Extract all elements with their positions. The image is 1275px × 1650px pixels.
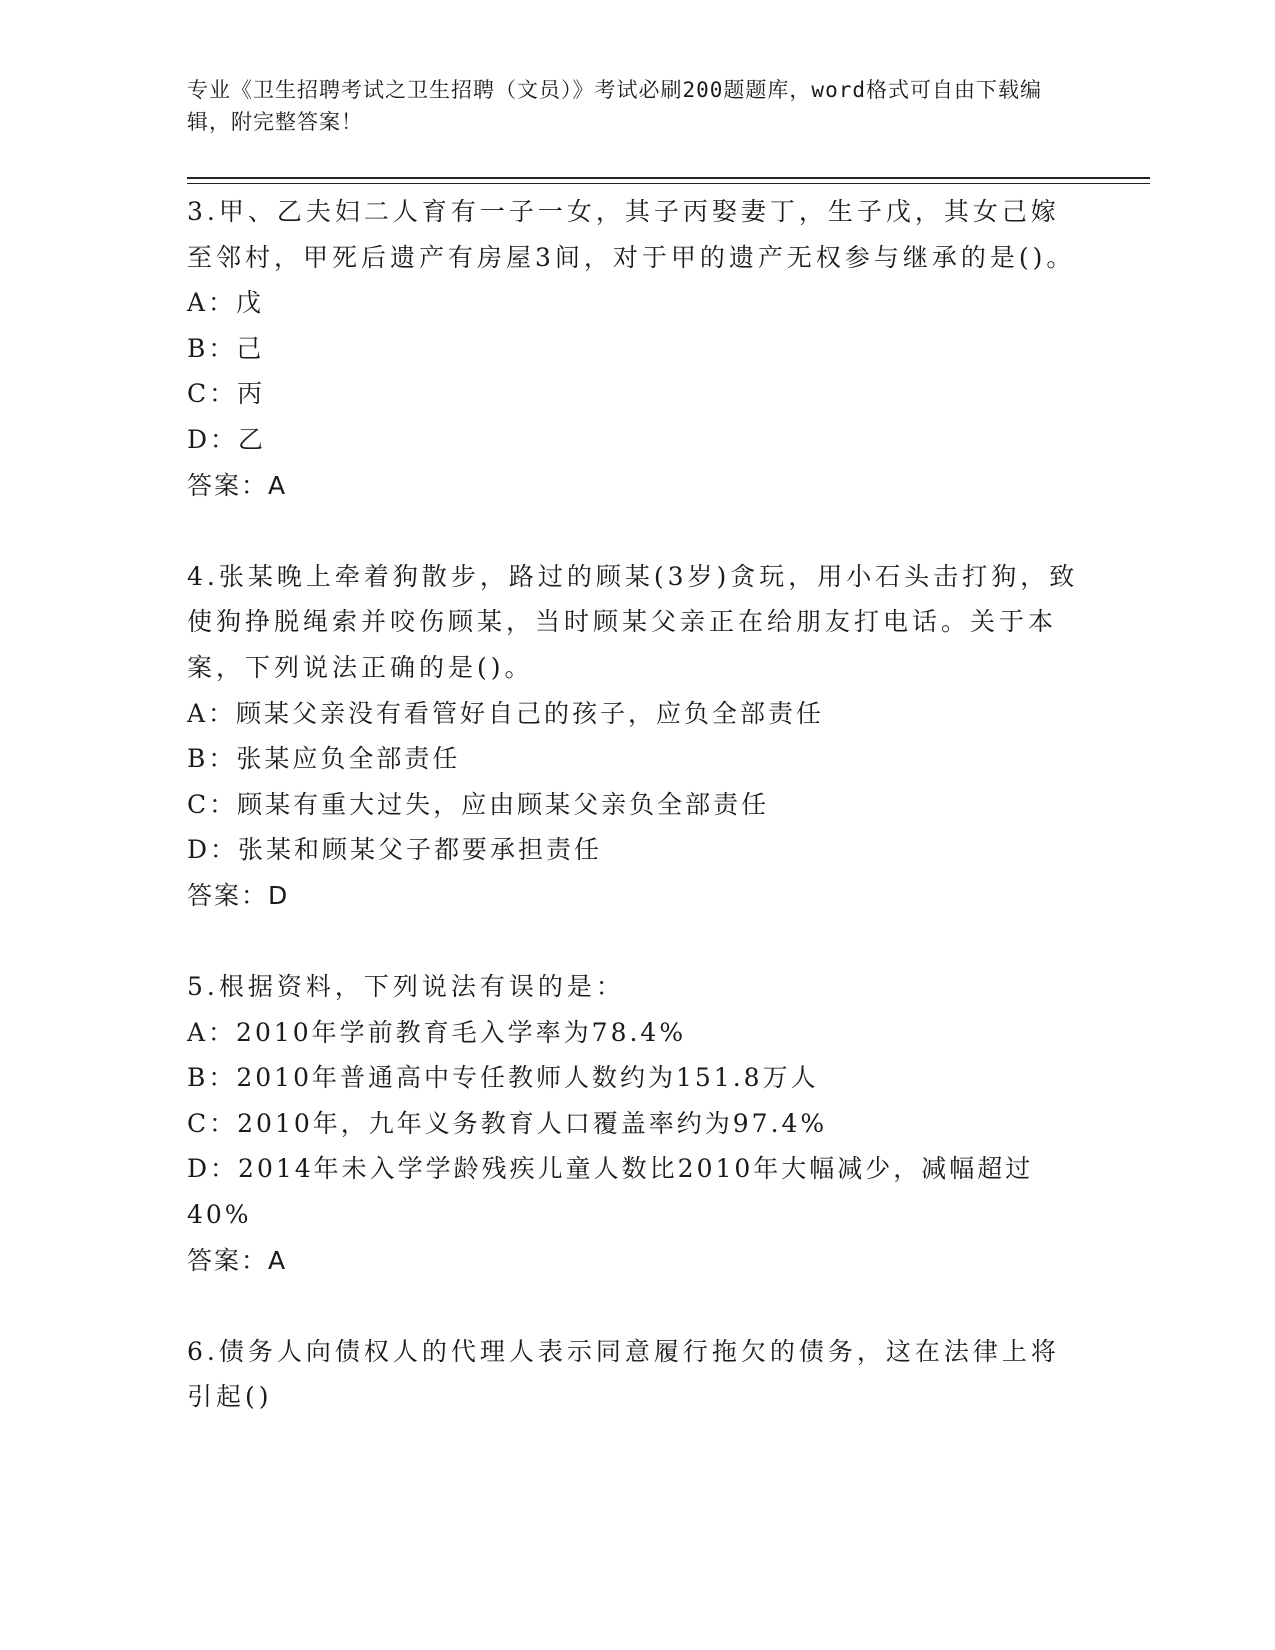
question-4 — [187, 554, 1087, 919]
option-a: A：2010年学前教育毛入学率为78.4% — [187, 1017, 687, 1047]
option-c: C：丙 — [187, 379, 266, 409]
option-c: C：2010年，九年义务教育人口覆盖率约为97.4% — [187, 1108, 828, 1138]
header-divider-thin — [187, 183, 1150, 184]
question-stem: 6.债务人向债权人的代理人表示同意履行拖欠的债务，这在法律上将引起() — [187, 1336, 1060, 1412]
option-d: D：张某和顾某父子都要承担责任 — [187, 835, 603, 865]
question-6 — [187, 1329, 1087, 1420]
answer-line: 答案：D — [187, 880, 290, 910]
question-spacer — [187, 1283, 1087, 1329]
question-5 — [187, 964, 1087, 1283]
answer-line: 答案：A — [187, 470, 288, 500]
option-d: D：乙 — [187, 424, 267, 454]
question-list — [187, 189, 1087, 1420]
option-b: B：己 — [187, 333, 265, 363]
option-a: A：顾某父亲没有看管好自己的孩子，应负全部责任 — [187, 698, 825, 728]
option-a: A：戊 — [187, 288, 265, 318]
document-header: 专业《卫生招聘考试之卫生招聘（文员）》考试必刷200题题库，word格式可自由下载编辑，附完整答案！ — [187, 78, 1042, 134]
option-c: C：顾某有重大过失，应由顾某父亲负全部责任 — [187, 789, 770, 819]
question-spacer — [187, 919, 1087, 965]
option-b: B：张某应负全部责任 — [187, 744, 461, 774]
question-stem: 4.张某晚上牵着狗散步，路过的顾某(3岁)贪玩，用小石头击打狗，致使狗挣脱绳索并咬伤顾某，当时顾某父亲正在给朋友打电话。关于本案，下列说法正确的是()。 — [187, 561, 1079, 682]
header-divider-thick — [187, 177, 1150, 179]
question-stem: 3.甲、乙夫妇二人育有一子一女，其子丙娶妻丁，生子戊，其女己嫁至邻村，甲死后遗产有房屋3间，对于甲的遗产无权参与继承的是()。 — [187, 197, 1076, 272]
question-stem: 5.根据资料，下列说法有误的是： — [187, 972, 625, 1002]
answer-line: 答案：A — [187, 1245, 288, 1275]
option-b: B：2010年普通高中专任教师人数约为151.8万人 — [187, 1063, 819, 1093]
option-d: D：2014年未入学学龄残疾儿童人数比2010年大幅减少，减幅超过40% — [187, 1154, 1034, 1230]
question-spacer — [187, 508, 1087, 554]
question-3 — [187, 189, 1087, 508]
